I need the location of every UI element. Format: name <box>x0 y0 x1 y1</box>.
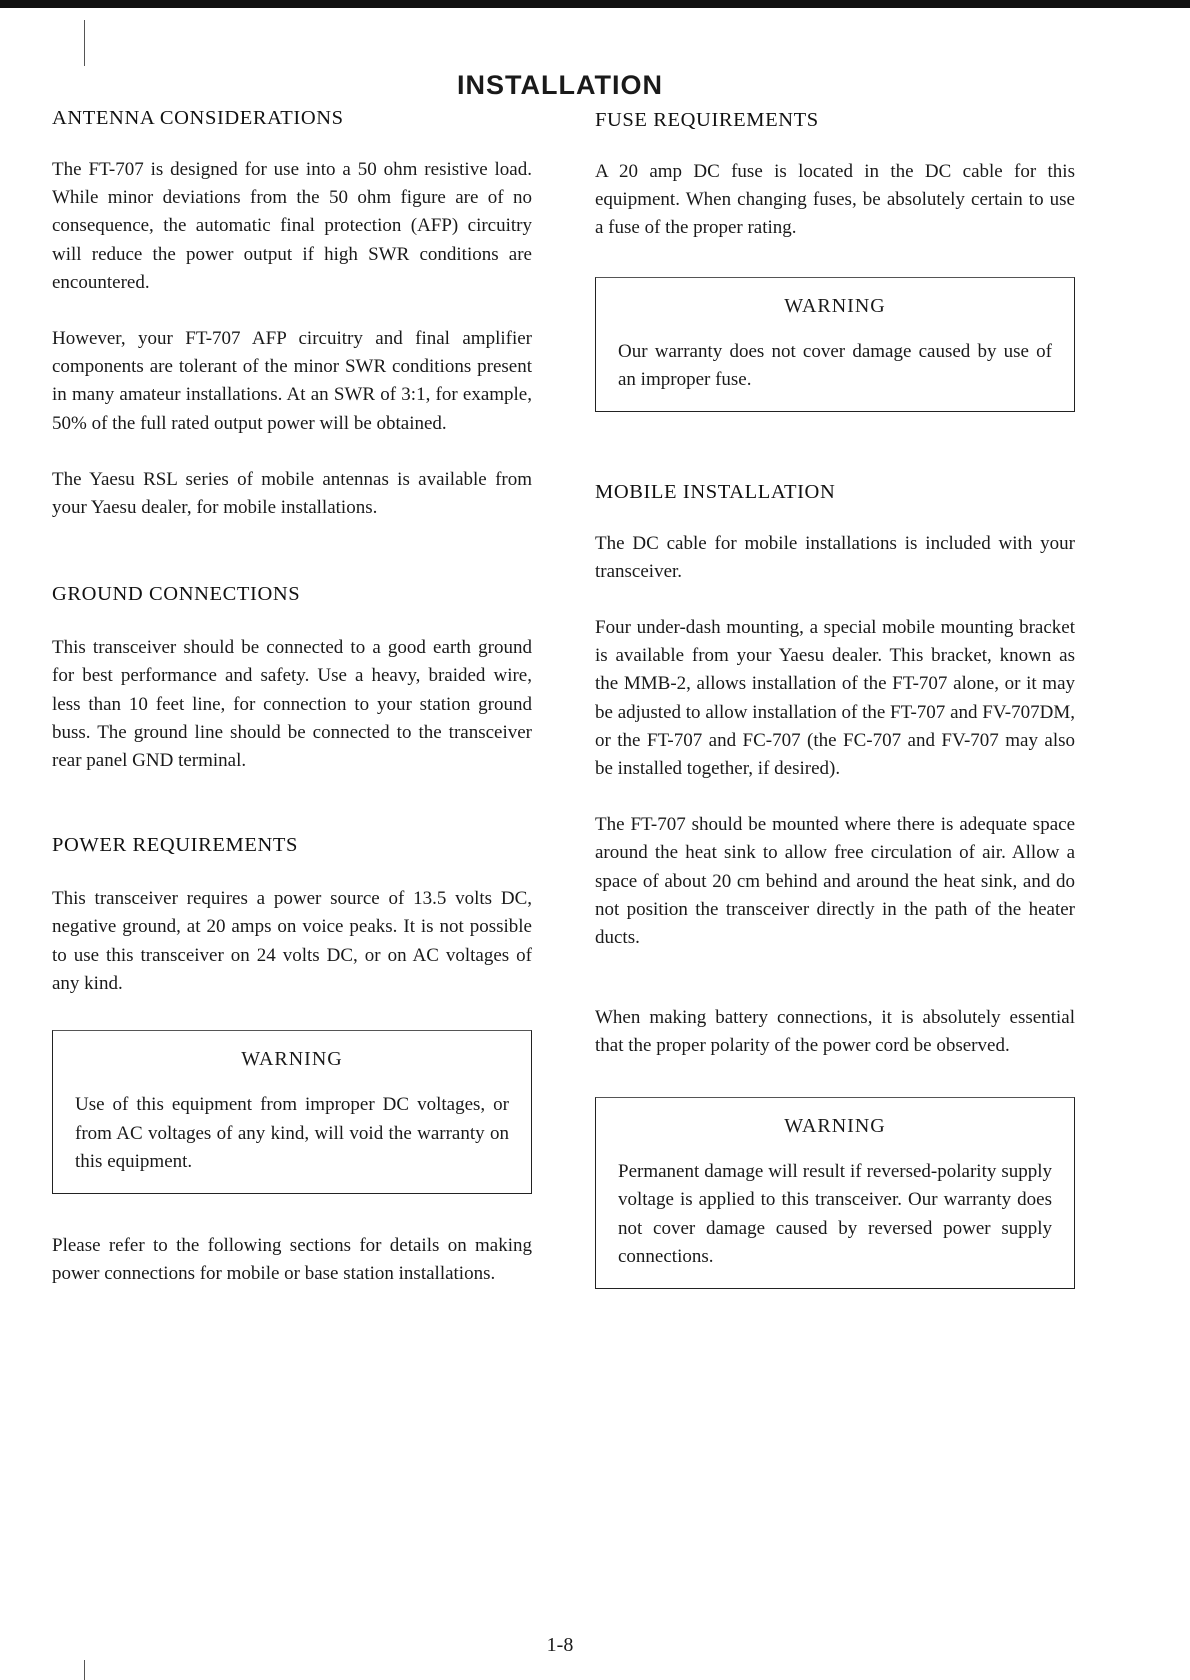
page-title: INSTALLATION <box>457 70 663 101</box>
fuse-paragraph: A 20 amp DC fuse is located in the DC cable for this equipment. When changing fuses, be absolutely certain to use a fuse of the proper rating. <box>595 161 1075 239</box>
antenna-paragraph-2: However, your FT-707 AFP circuitry and final amplifier components are tolerant of the minor SWR conditions present in many amateur installations. At an SWR of 3:1, for example, 50% of the full rated output power will be obtained. <box>52 328 532 434</box>
ground-section <box>52 576 532 775</box>
polarity-warning-box <box>595 1097 1075 1289</box>
margin-mark-bottom <box>84 1660 85 1680</box>
antenna-paragraph-3: The Yaesu RSL series of mobile antennas is available from your Yaesu dealer, for mobile installations. <box>52 468 532 519</box>
mobile-section <box>595 474 1075 1289</box>
antenna-paragraph-1: The FT-707 is designed for use into a 50 ohm resistive load. While minor deviations from the 50 ohm figure are of no consequence, the automatic final protection (AFP) circuitry will reduce the power output if high SWR conditions are encountered. <box>52 159 532 293</box>
fuse-heading: FUSE REQUIREMENTS <box>595 109 819 131</box>
fuse-warning-box <box>595 277 1075 412</box>
power-heading: POWER REQUIREMENTS <box>52 834 298 857</box>
power-warning-box <box>52 1030 532 1194</box>
margin-mark-top <box>84 20 85 66</box>
fuse-warning-text: Our warranty does not cover damage caused by use of an improper fuse. <box>618 340 1052 391</box>
antenna-heading: ANTENNA CONSIDERATIONS <box>52 107 344 129</box>
power-section <box>52 827 532 1288</box>
polarity-warning-text: Permanent damage will result if reversed-polarity supply voltage is applied to this transceiver. Our warranty does not cover damage caused by reversed power supply connections. <box>618 1160 1052 1268</box>
polarity-warning-title: WARNING <box>784 1114 886 1137</box>
right-column <box>595 100 1075 1289</box>
ground-heading: GROUND CONNECTIONS <box>52 583 301 606</box>
fuse-warning-title: WARNING <box>784 294 886 317</box>
mobile-paragraph-4: When making battery connections, it is absolutely essential that the proper polarity of the power cord be observed. <box>595 1007 1075 1057</box>
mobile-heading: MOBILE INSTALLATION <box>595 480 836 503</box>
mobile-paragraph-1: The DC cable for mobile installations is included with your transceiver. <box>595 532 1075 582</box>
power-paragraph-2: Please refer to the following sections for details on making power connections for mobile or base station installations. <box>52 1234 532 1284</box>
scan-top-border <box>0 0 1190 8</box>
power-warning-title: WARNING <box>241 1048 343 1071</box>
left-column <box>52 100 532 1288</box>
fuse-section <box>595 102 1075 412</box>
ground-paragraph: This transceiver should be connected to a good earth ground for best performance and safety. Use a heavy, braided wire, less than 10 feet line, for connection to your station ground buss. The ground line should be connected to the transceiver rear panel GND terminal. <box>52 637 532 772</box>
page-number: 1-8 <box>546 1634 574 1656</box>
power-warning-text: Use of this equipment from improper DC voltages, or from AC voltages of any kind, will void the warranty on this equipment. <box>75 1094 509 1173</box>
antenna-section <box>52 100 532 522</box>
mobile-paragraph-3: The FT-707 should be mounted where there is adequate space around the heat sink to allow free circulation of air. Allow a space of about 20 cm behind and around the heat sink, and do not position the transceiver directly in the path of the heater ducts. <box>595 814 1075 949</box>
mobile-paragraph-2: Four under-dash mounting, a special mobile mounting bracket is available from your Yaesu dealer. This bracket, known as the MMB-2, allows installation of the FT-707 alone, or it may be adjusted to allow installation of the FT-707 and FV-707DM, or the FT-707 and FC-707 (the FC-707 and FV-707 may also be installed together, if desired). <box>595 617 1075 780</box>
power-paragraph-1: This transceiver requires a power source of 13.5 volts DC, negative ground, at 20 amps on voice peaks. It is not possible to use this transceiver on 24 volts DC, or on AC voltages of any kind. <box>52 888 532 994</box>
